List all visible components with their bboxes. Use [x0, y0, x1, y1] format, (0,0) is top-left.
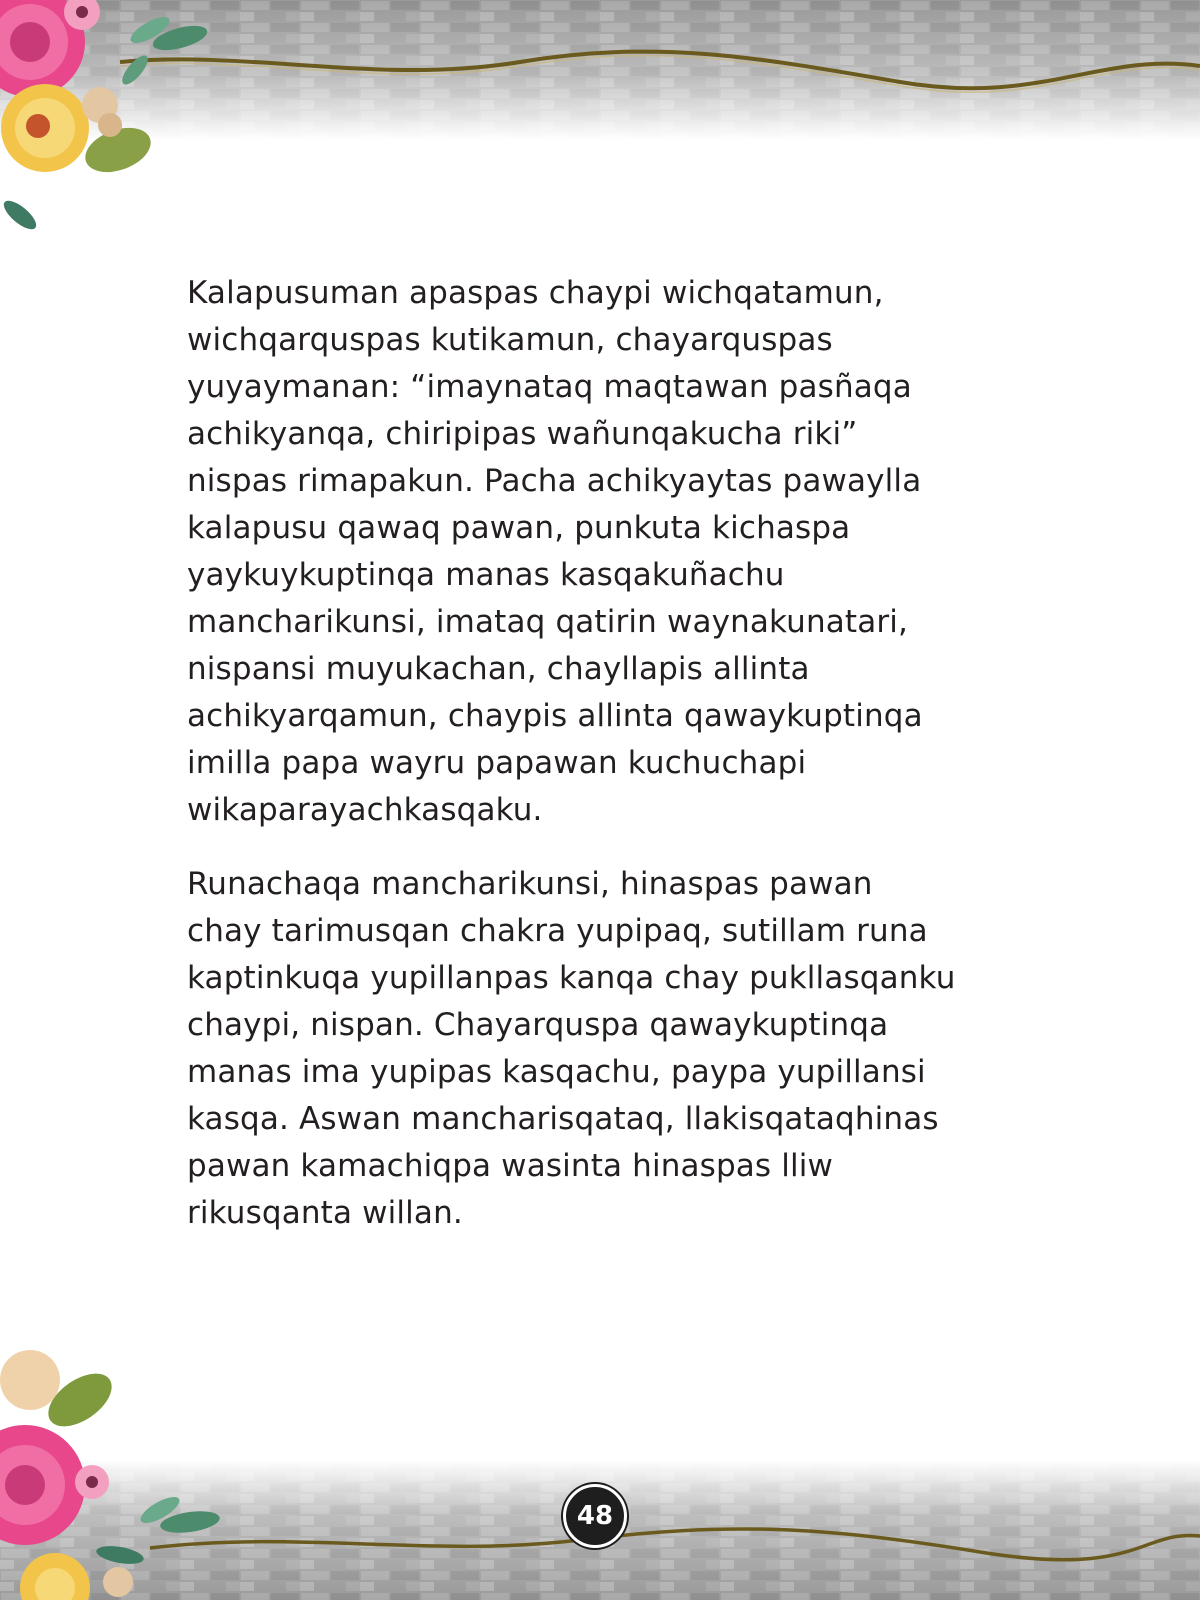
story-paragraph-1: Kalapusuman apaspas chaypi wichqatamun, wichqarquspas kutikamun, chayarquspas yuyaymanan: “imaynataq maqtawan pasñaqa achikyanqa, chiripipas wañunqakucha riki” nispas rimapakun. Pacha achikyaytas pawaylla kalapusu qawaq pawan, punkuta kichaspa yaykuykuptinqa manas kasqakuñachu mancharikunsi, imataq qatirin waynakunatari, nispansi muyukachan, chayllapis allinta achikyarqamun, chaypis allinta qawaykuptinqa imilla papa wayru papawan kuchuchapi wikaparayachkasqaku.	[187, 275, 923, 828]
page-number-badge: 48	[563, 1484, 627, 1548]
top-left-flower-decoration	[0, 0, 230, 250]
bottom-left-flower-decoration	[0, 1350, 230, 1600]
pink-rose-icon	[0, 0, 100, 97]
story-paragraph-2: Runachaqa mancharikunsi, hinaspas pawan chay tarimusqan chakra yupipaq, sutillam runa kaptinkuqa yupillanpas kanqa chay pukllasqanku chaypi, nispan. Chayarquspa qawaykuptinqa manas ima yupipas kasqachu, paypa yupillansi kasqa. Aswan mancharisqataq, llakisqataqhinas pawan kamachiqpa wasinta hinaspas lliw rikusqanta willan.	[187, 866, 956, 1231]
pink-rose-icon	[0, 1425, 109, 1545]
